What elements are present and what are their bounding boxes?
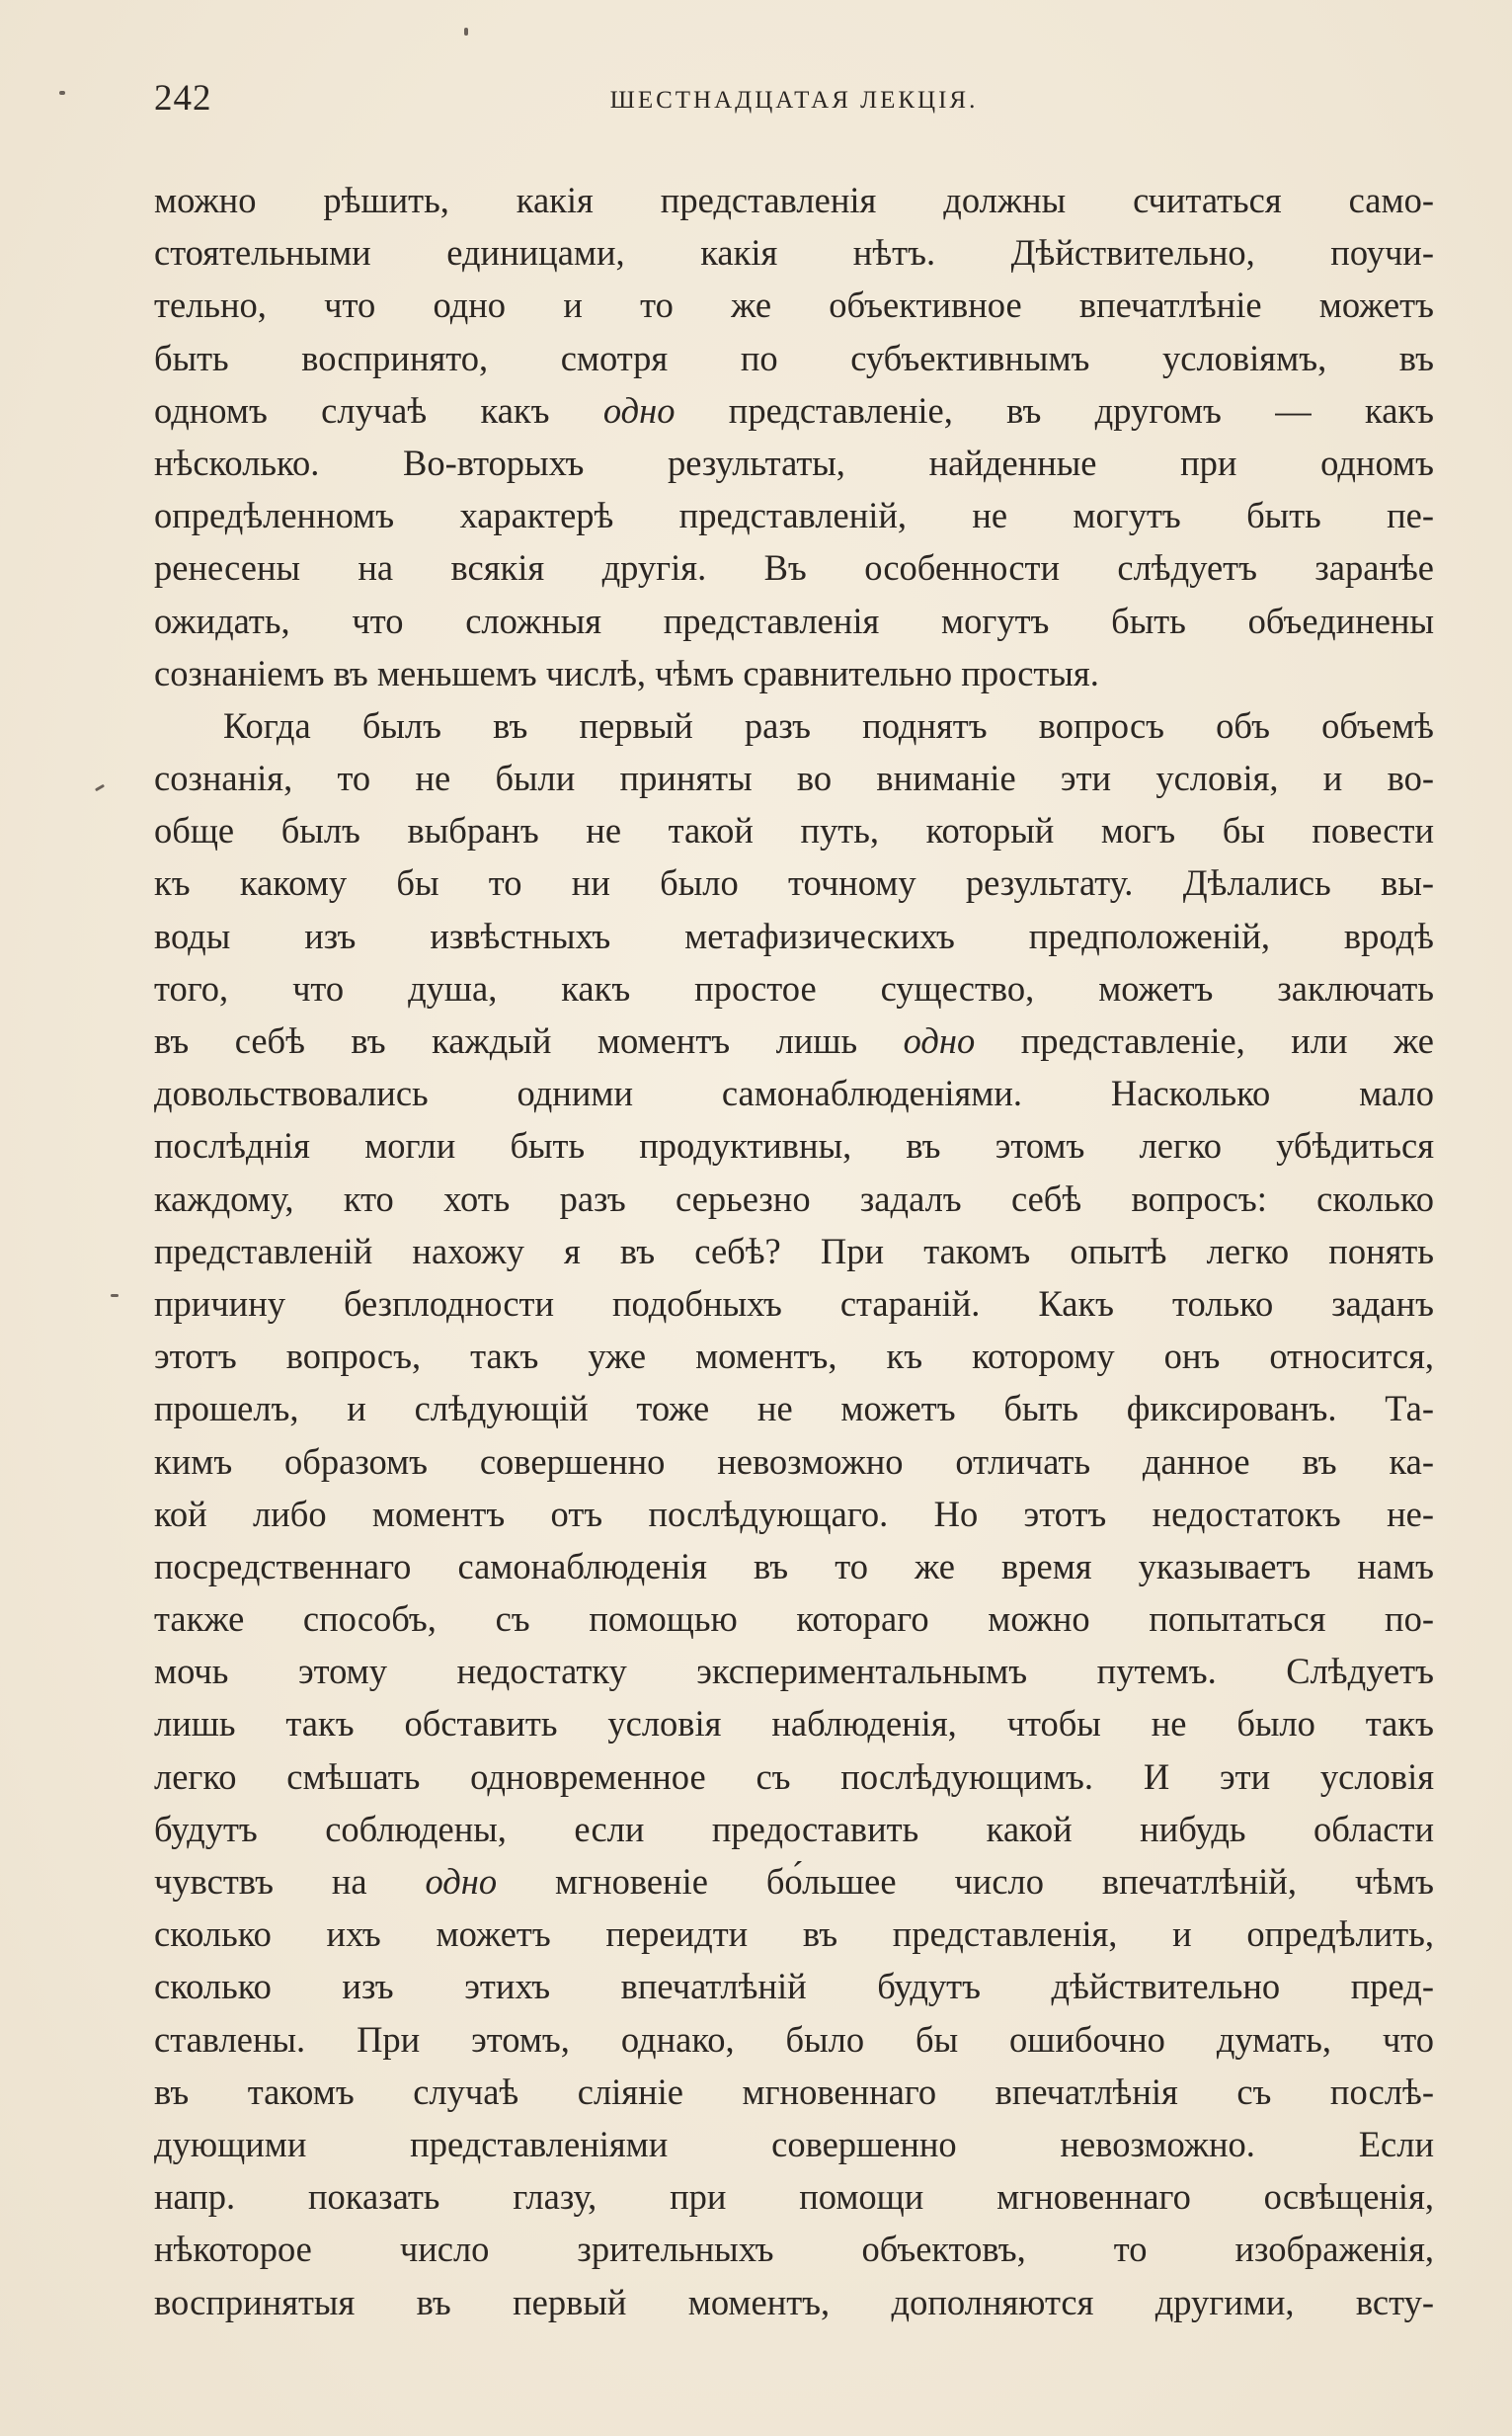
text-run: легко смѣшать одновременное съ послѣдующимъ. И эти условія: [154, 1755, 1434, 1797]
text-run: въ такомъ случаѣ сліяніе мгновеннаго впечатлѣнія съ послѣ-: [154, 2071, 1434, 2112]
text-line: [154, 962, 1434, 1015]
text-line: [154, 1908, 1434, 1960]
text-run: напр. показать глазу, при помощи мгновеннаго освѣщенія,: [154, 2176, 1434, 2218]
text-run: также способъ, съ помощью котораго можно попытаться по-: [154, 1598, 1434, 1640]
text-line: [154, 910, 1434, 962]
emphasized-word: одно: [425, 1861, 498, 1902]
text-line: [154, 1277, 1434, 1330]
body-text: [154, 174, 1434, 2328]
text-line: [154, 332, 1434, 384]
text-run: кой либо моментъ отъ послѣдующаго. Но этотъ недостатокъ не-: [154, 1493, 1434, 1534]
text-line: [154, 804, 1434, 856]
text-run: мочь этому недостатку экспериментальнымъ путемъ. Слѣдуетъ: [154, 1651, 1434, 1692]
text-run: того, что душа, какъ простое существо, можетъ заключать: [154, 967, 1434, 1009]
text-line: [154, 1803, 1434, 1855]
text-run: довольствовались одними самонаблюденіями. Насколько мало: [154, 1073, 1434, 1114]
text-run: этотъ вопросъ, такъ уже моментъ, къ которому онъ относится,: [154, 1336, 1434, 1377]
running-head: ШЕСТНАДЦАТАЯ ЛЕКЦІЯ.: [609, 87, 979, 114]
text-line: [154, 1330, 1434, 1382]
text-run: быть воспринято, смотря по субъективнымъ условіямъ, въ: [154, 337, 1434, 378]
text-line: [154, 1540, 1434, 1592]
text-line: [154, 2118, 1434, 2170]
text-line: [154, 2276, 1434, 2328]
text-run: ожидать, что сложныя представленія могутъ быть объединены: [154, 600, 1434, 641]
text-line: [154, 1015, 1434, 1067]
page-header: [154, 77, 1434, 132]
text-run: представленій нахожу я въ себѣ? При такомъ опытѣ легко понять: [154, 1230, 1434, 1271]
text-line: [154, 1173, 1434, 1225]
text-run: одномъ случаѣ какъ: [154, 389, 603, 431]
text-run: лишь такъ обставить условія наблюденія, чтобы не было такъ: [154, 1703, 1434, 1745]
text-run: къ какому бы то ни было точному результату. Дѣлались вы-: [154, 862, 1434, 904]
text-line: [154, 1435, 1434, 1488]
margin-speck: [111, 1294, 119, 1297]
text-run: представленіе, или же: [975, 1020, 1434, 1061]
text-line: [154, 699, 1434, 752]
text-line: [154, 1488, 1434, 1540]
text-run: представленіе, въ другомъ — какъ: [675, 389, 1435, 431]
text-line: [154, 2170, 1434, 2223]
text-run: причину безплодности подобныхъ стараній. Какъ только заданъ: [154, 1282, 1434, 1324]
text-line: [154, 2066, 1434, 2118]
text-line: [154, 2013, 1434, 2066]
text-run: стоятельными единицами, какія нѣтъ. Дѣйствительно, поучи-: [154, 232, 1434, 274]
text-line: [154, 226, 1434, 279]
text-run: можно рѣшить, какія представленія должны считаться само-: [154, 180, 1434, 220]
text-line: [154, 1960, 1434, 2012]
text-line: [154, 1645, 1434, 1697]
text-run: мгновеніе бо́льшее число впечатлѣній, чѣмъ: [497, 1861, 1434, 1902]
emphasized-word: одно: [903, 1020, 976, 1061]
text-line: [154, 1382, 1434, 1434]
text-run: тельно, что одно и то же объективное впечатлѣніе можетъ: [154, 284, 1434, 326]
margin-speck: [95, 784, 105, 792]
text-line: [154, 437, 1434, 489]
text-line: [154, 541, 1434, 594]
text-line: [154, 752, 1434, 804]
text-run: послѣднія могли быть продуктивны, въ этомъ легко убѣдиться: [154, 1125, 1434, 1167]
text-run: опредѣленномъ характерѣ представленій, не могутъ быть пе-: [154, 495, 1434, 536]
text-run: посредственнаго самонаблюденія въ то же время указываетъ намъ: [154, 1545, 1434, 1586]
text-line: [154, 856, 1434, 909]
text-run: сознанія, то не были приняты во вниманіе эти условія, и во-: [154, 758, 1434, 799]
text-line: [154, 279, 1434, 331]
page-number: 242: [154, 78, 212, 119]
text-line: [154, 174, 1434, 226]
text-line: [154, 1225, 1434, 1277]
text-line: [154, 647, 1434, 699]
text-line: [154, 489, 1434, 541]
text-run: ренесены на всякія другія. Въ особенности слѣдуетъ заранѣе: [154, 547, 1434, 589]
text-line: [154, 1592, 1434, 1645]
text-run: чувствъ на: [154, 1861, 426, 1902]
margin-speck: [464, 28, 468, 36]
text-run: каждому, кто хоть разъ серьезно задалъ себѣ вопросъ: сколько: [154, 1177, 1434, 1219]
text-line: [154, 1067, 1434, 1119]
text-run: въ себѣ въ каждый моментъ лишь: [154, 1020, 904, 1061]
text-run: сколько ихъ можетъ переидти въ представленія, и опредѣлить,: [154, 1913, 1434, 1955]
text-run: прошелъ, и слѣдующій тоже не можетъ быть фиксированъ. Та-: [154, 1388, 1434, 1429]
text-run: нѣсколько. Во-вторыхъ результаты, найденные при одномъ: [154, 442, 1434, 483]
text-line: [154, 1855, 1434, 1908]
text-line: [154, 1119, 1434, 1172]
text-line: [154, 1697, 1434, 1749]
emphasized-word: одно: [602, 389, 676, 431]
text-run: кимъ образомъ совершенно невозможно отличать данное въ ка-: [154, 1440, 1434, 1482]
text-line: [154, 384, 1434, 437]
text-run: ставлены. При этомъ, однако, было бы ошибочно думать, что: [154, 2018, 1434, 2060]
text-run: нѣкоторое число зрительныхъ объектовъ, то изображенія,: [154, 2229, 1434, 2270]
text-run: воспринятыя въ первый моментъ, дополняются другими, всту-: [154, 2281, 1434, 2322]
text-run: сколько изъ этихъ впечатлѣній будутъ дѣйствительно пред-: [154, 1966, 1434, 2007]
text-run: воды изъ извѣстныхъ метафизическихъ предположеній, вродѣ: [154, 915, 1434, 956]
text-run: Когда былъ въ первый разъ поднятъ вопросъ объ объемѣ: [223, 704, 1434, 746]
text-run: обще былъ выбранъ не такой путь, который могъ бы повести: [154, 810, 1434, 852]
text-run: дующими представленіями совершенно невозможно. Если: [154, 2123, 1434, 2164]
text-line: [154, 1750, 1434, 1803]
margin-speck: [59, 91, 65, 95]
text-line: [154, 595, 1434, 647]
text-run: будутъ соблюдены, если предоставить какой нибудь области: [154, 1808, 1434, 1849]
text-line: [154, 2223, 1434, 2275]
text-run: сознаніемъ въ меньшемъ числѣ, чѣмъ сравнительно простыя.: [154, 652, 1099, 693]
